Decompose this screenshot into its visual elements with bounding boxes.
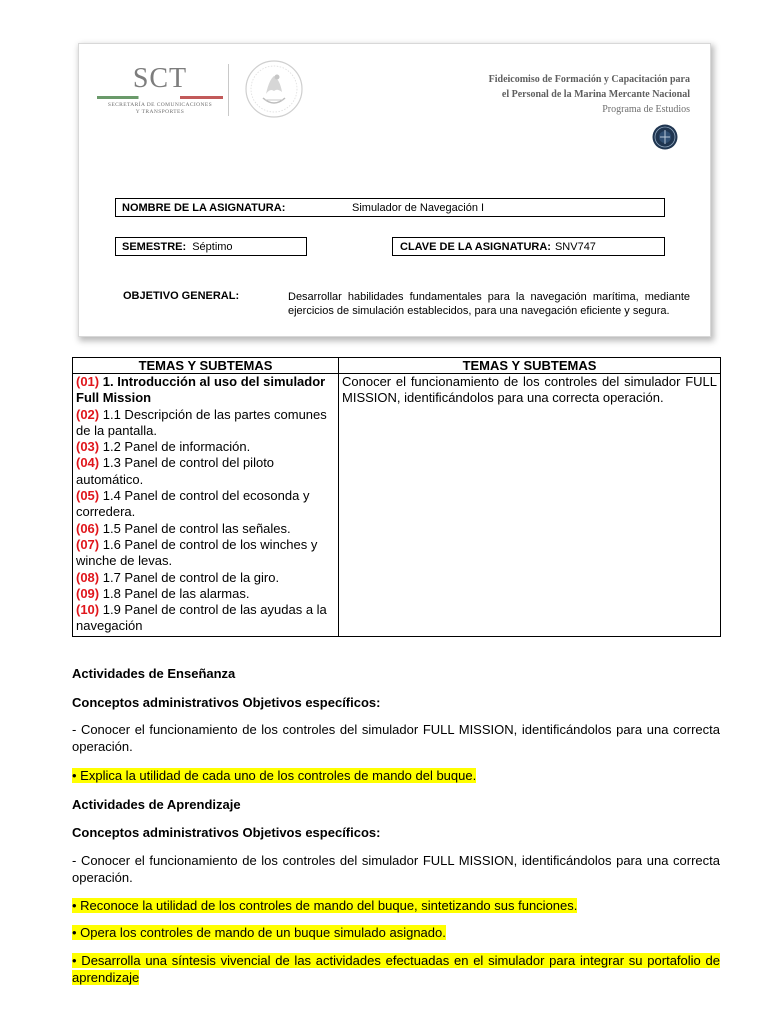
learning-activities-heading: Actividades de Aprendizaje: [72, 797, 241, 812]
table-header-row: [73, 358, 721, 374]
topic-number: (09): [76, 585, 100, 601]
sct-logo-stripe: [97, 96, 223, 99]
sct-logo-acronym: SCT: [132, 63, 188, 94]
objective-label: OBJETIVO GENERAL:: [123, 290, 240, 302]
subject-name-value: Simulador de Navegación I: [352, 201, 485, 214]
topic-number: (01): [76, 374, 100, 389]
highlighted-text: • Desarrolla una síntesis vivencial de las actividades efectuadas en el simulador para integrar su portafolio de aprendizaje: [72, 953, 720, 985]
subject-code-box: [392, 237, 665, 256]
topic-text: 1.2 Panel de información.: [102, 439, 251, 455]
sct-logo-subtitle-line2: Y TRANSPORTES: [135, 109, 185, 115]
topic-number: (05): [76, 488, 100, 504]
topic-number: (07): [76, 536, 100, 552]
topic-number: (03): [76, 439, 100, 455]
topic-number: (06): [76, 520, 100, 536]
topic-text: 1.4 Panel de control del ecosonda y corredera.: [76, 488, 310, 520]
learning-bullet-item: [72, 952, 720, 986]
table-header-left: TEMAS Y SUBTEMAS: [73, 358, 339, 374]
list-item: [76, 521, 335, 537]
institution-title: [489, 72, 690, 117]
highlighted-text: • Opera los controles de mando de un buque simulado asignado.: [72, 925, 446, 940]
learning-objectives-subheading: Conceptos administrativos Objetivos específicos:: [72, 825, 381, 840]
topic-number: (10): [76, 602, 100, 618]
list-item: [76, 570, 335, 586]
list-item: [76, 488, 335, 521]
subject-name-label: NOMBRE DE LA ASIGNATURA:: [122, 201, 286, 214]
logo-divider: [228, 64, 229, 116]
learning-objective-text: - Conocer el funcionamiento de los controles del simulador FULL MISSION, identificándolos para una correcta operación.: [72, 853, 720, 885]
marina-emblem-icon: [652, 124, 678, 150]
teaching-bullet-item: [72, 767, 720, 784]
semester-box: [115, 237, 307, 256]
sct-logo: [95, 64, 225, 116]
list-item: [76, 586, 335, 602]
teaching-objectives-subheading: Conceptos administrativos Objetivos específicos:: [72, 695, 381, 710]
list-item: [76, 455, 335, 488]
topics-objective-cell: Conocer el funcionamiento de los controles del simulador FULL MISSION, identificándolos para una correcta operación.: [339, 374, 721, 637]
semester-value: Séptimo: [192, 240, 233, 253]
teaching-objective-text: - Conocer el funcionamiento de los controles del simulador FULL MISSION, identificándolos para una correcta operación.: [72, 722, 720, 754]
highlighted-text: • Explica la utilidad de cada uno de los controles de mando del buque.: [72, 768, 477, 783]
topic-text: 1.1 Descripción de las partes comunes de la pantalla.: [76, 406, 327, 438]
topic-text: 1.8 Panel de las alarmas.: [102, 585, 250, 601]
topic-text: 1.5 Panel de control las señales.: [102, 520, 291, 536]
sct-logo-subtitle-line1: SECRETARÍA DE COMUNICACIONES: [107, 102, 213, 108]
topic-number: (04): [76, 455, 100, 471]
table-row: [73, 374, 721, 637]
institution-line1: Fideicomiso de Formación y Capacitación para: [488, 74, 690, 85]
list-item: [76, 602, 335, 635]
program-label: Programa de Estudios: [602, 104, 690, 115]
list-item: [76, 537, 335, 570]
document-header-card: [79, 44, 710, 336]
topic-text: 1.7 Panel de control de la giro.: [102, 569, 280, 585]
list-item: [76, 439, 335, 455]
topics-list-cell: [73, 374, 339, 637]
teaching-activities-heading: Actividades de Enseñanza: [72, 666, 236, 681]
topics-table: [72, 357, 721, 637]
subject-code-label: CLAVE DE LA ASIGNATURA:: [400, 240, 551, 253]
semester-label: SEMESTRE:: [122, 240, 187, 253]
table-header-right: TEMAS Y SUBTEMAS: [339, 358, 721, 374]
list-item: [76, 374, 335, 407]
learning-bullet-item: [72, 897, 720, 914]
mexican-seal-icon: [239, 58, 309, 120]
topic-text: 1. Introducción al uso del simulador Full Mission: [76, 374, 326, 406]
subject-code-value: SNV747: [554, 240, 596, 253]
objective-text: Desarrollar habilidades fundamentales para la navegación marítima, mediante ejercicios de simulación establecidos, para una navegación eficiente y segura.: [288, 291, 690, 317]
institution-line2: el Personal de la Marina Mercante Nacional: [501, 89, 690, 100]
list-item: [76, 407, 335, 440]
topic-text: 1.3 Panel de control del piloto automático.: [76, 455, 275, 487]
topic-number: (08): [76, 569, 100, 585]
topic-text: 1.9 Panel de control de las ayudas a la navegación: [76, 602, 327, 634]
topic-text: 1.6 Panel de control de los winches y winche de levas.: [76, 536, 318, 569]
highlighted-text: • Reconoce la utilidad de los controles de mando del buque, sintetizando sus funciones.: [72, 898, 578, 913]
subject-name-box: [115, 198, 665, 217]
topic-number: (02): [76, 406, 100, 422]
learning-bullet-item: [72, 924, 720, 941]
